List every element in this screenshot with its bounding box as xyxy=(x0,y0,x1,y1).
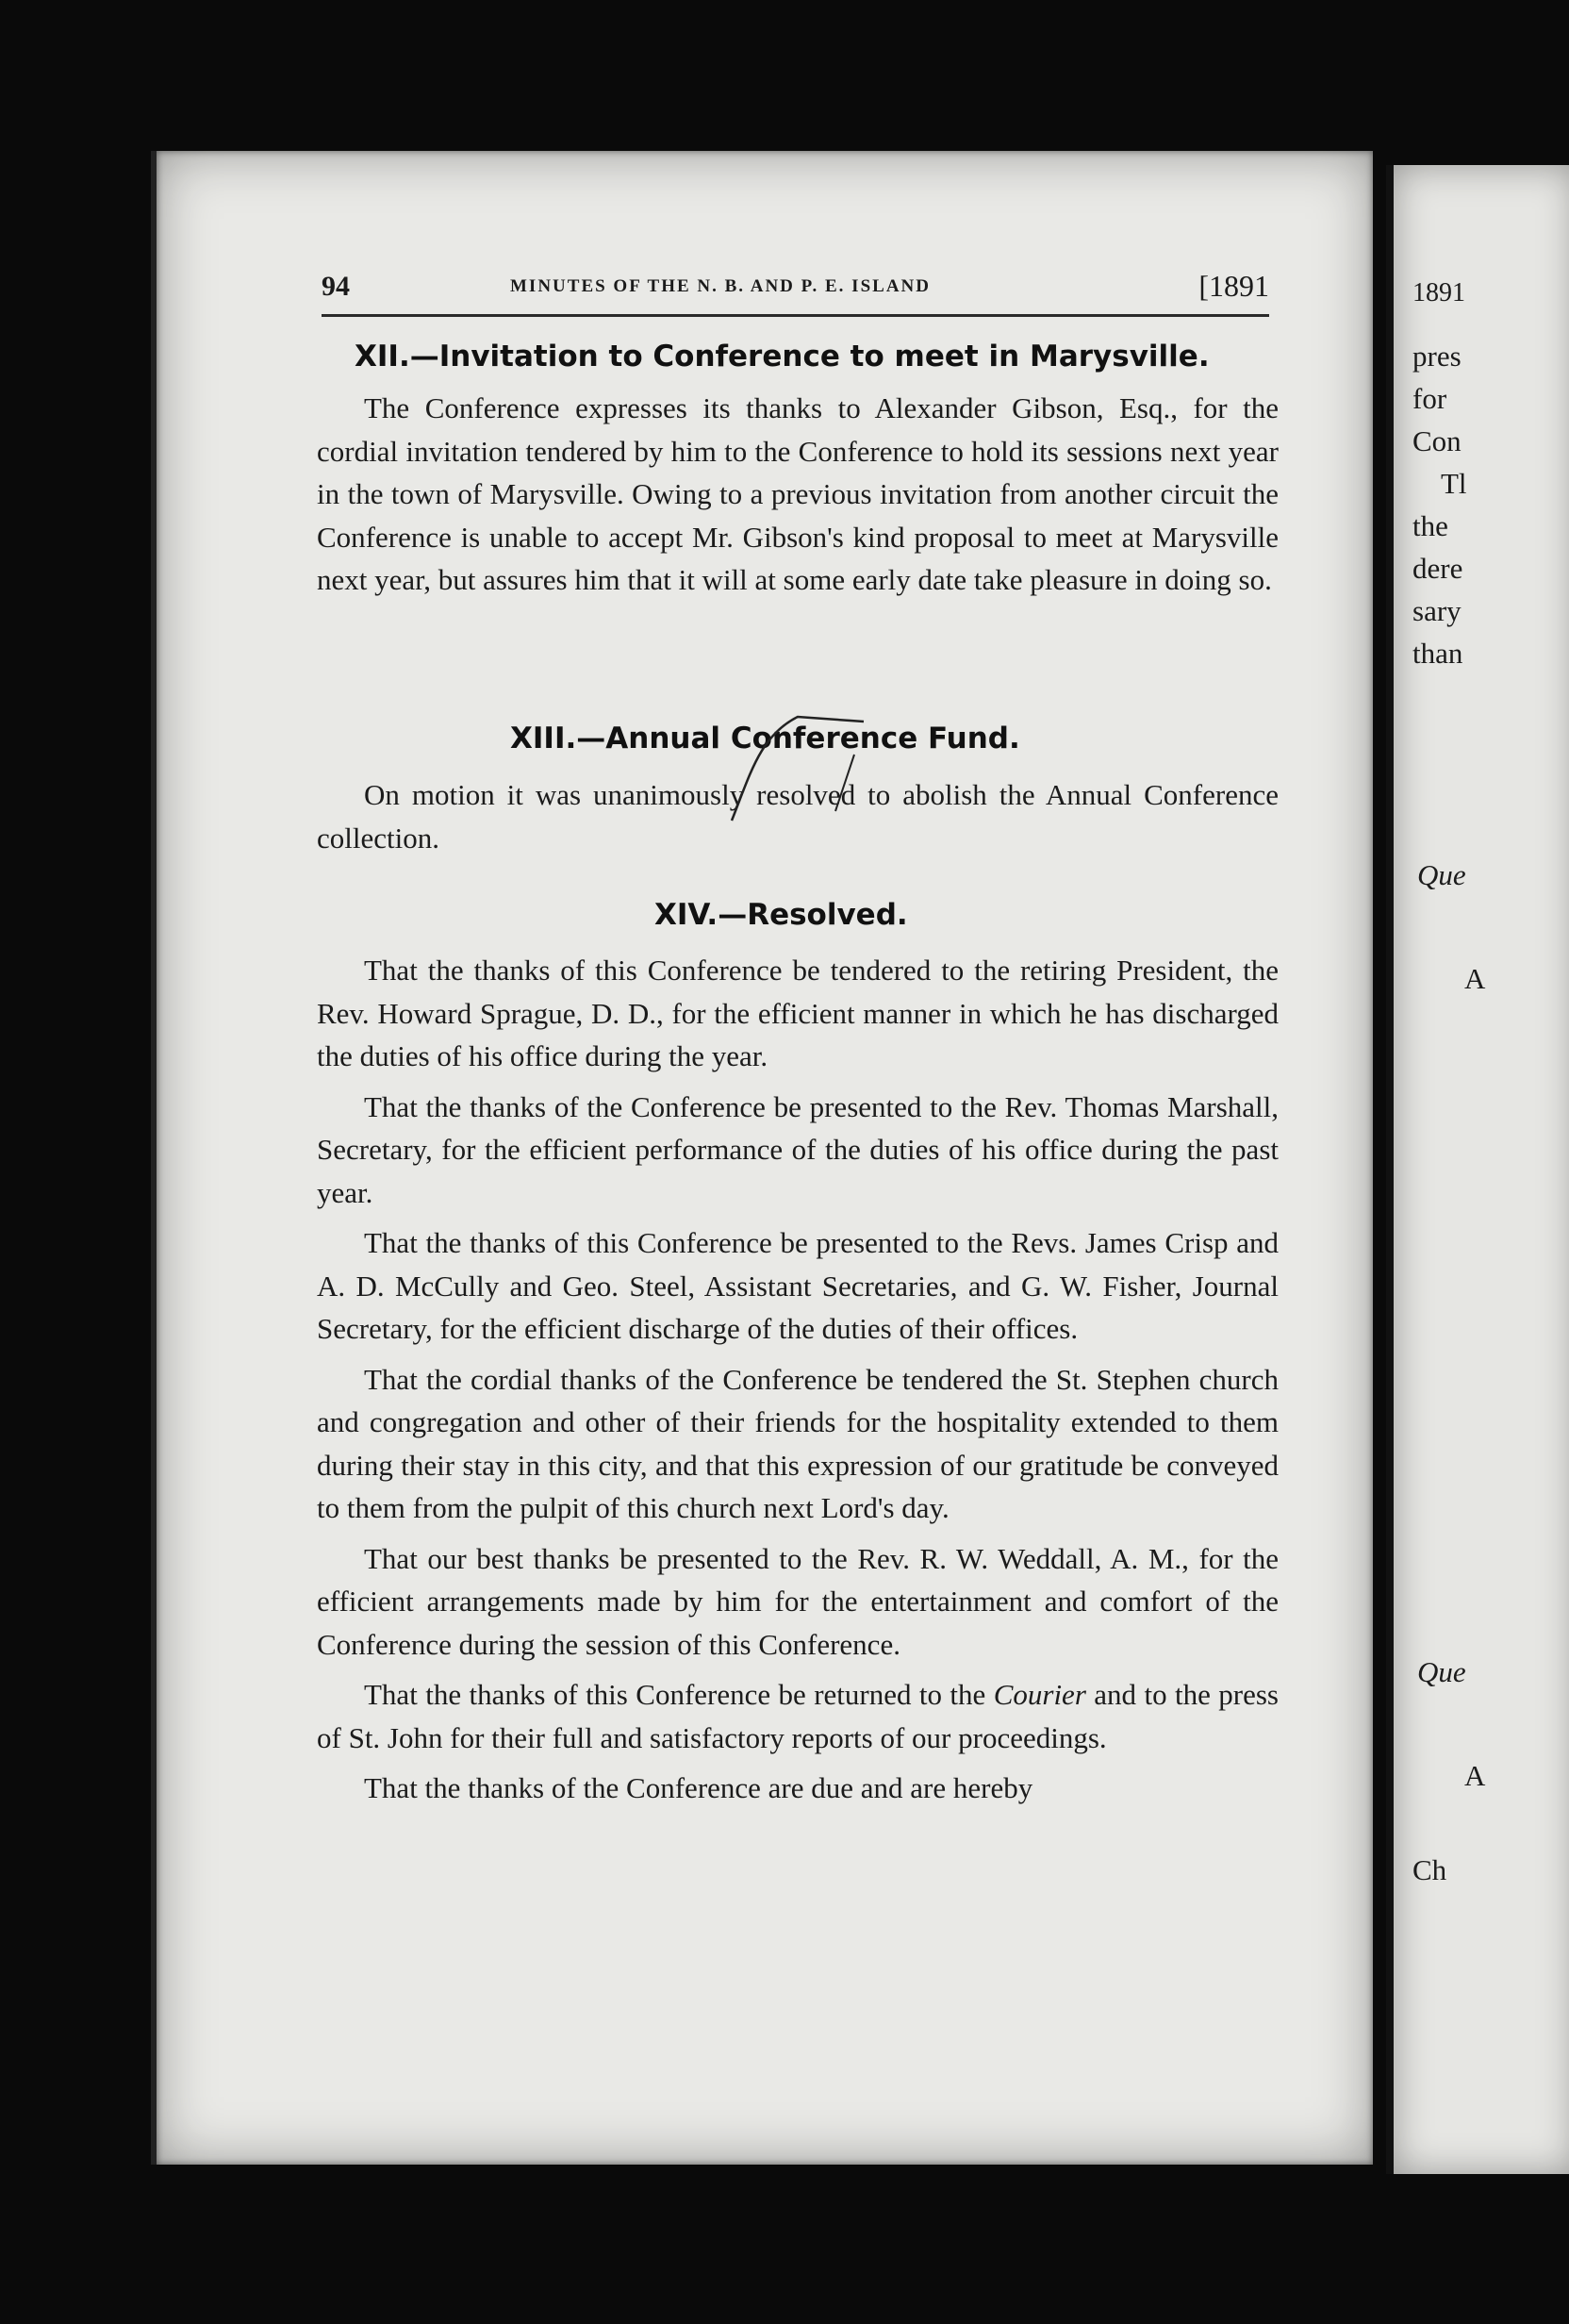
right-page-fragment: sary xyxy=(1412,594,1462,627)
left-page xyxy=(151,151,1373,2165)
paragraph: On motion it was unanimously resolved to abolish the Annual Conference collection. xyxy=(317,778,1279,855)
right-page-fragment: A xyxy=(1464,962,1486,995)
right-page-fragment: Que xyxy=(1417,858,1466,891)
page-number: 94 xyxy=(322,271,350,302)
section-heading-xiv: XIV.—Resolved. xyxy=(654,898,908,932)
text-run: That the thanks of this Conference be returned to the xyxy=(364,1678,994,1711)
right-page-fragment: for xyxy=(1412,382,1447,415)
paragraph: That the thanks of this Conference be presented to the Revs. James Crisp and A. D. McCully and Geo. Steel, Assistant Secretaries, and G. W. Fisher, Journal Secretary, for the efficient discharge of the duties of their offices. xyxy=(317,1226,1279,1345)
paragraph: That our best thanks be presented to the Rev. R. W. Weddall, A. M., for the efficient arrangements made by him for the entertainment and comfort of the Conference during the session of this Conference. xyxy=(317,1541,1279,1661)
newspaper-name: Courier xyxy=(993,1678,1086,1711)
paragraph-courier xyxy=(317,1673,1279,1759)
right-page-fragment: A xyxy=(1464,1759,1486,1792)
section-body-xiv xyxy=(317,949,1279,1810)
right-page-fragment: pres xyxy=(1412,340,1462,373)
paragraph: The Conference expresses its thanks to Alexander Gibson, Esq., for the cordial invitation tendered by him to the Conference to hold its sessions next year in the town of Marysville. Owing to a previous invitation from another circuit the Conference is unable to accept Mr. Gibson's kind proposal to meet at Marysville next year, but assures him that it will at some early date take pleasure in doing so. xyxy=(317,391,1279,596)
right-page-fragment: than xyxy=(1412,637,1463,670)
running-title: MINUTES OF THE N. B. AND P. E. ISLAND xyxy=(510,276,931,296)
section-heading-xii: XII.—Invitation to Conference to meet in Marysville. xyxy=(355,340,1210,374)
right-page-fragment: the xyxy=(1412,509,1448,542)
paragraph: That the thanks of the Conference are due and are hereby xyxy=(364,1771,1033,1804)
right-page-fragment: Con xyxy=(1412,424,1462,457)
right-page-fragment: 1891 xyxy=(1412,278,1465,307)
right-page-fragment: dere xyxy=(1412,552,1463,585)
right-page xyxy=(1386,165,1569,2174)
right-page-fragment: Tl xyxy=(1441,467,1467,500)
section-body-xii xyxy=(317,387,1279,602)
text-run: and to the press of St. John for their full and satisfactory reports of our proceedings. xyxy=(317,1678,1279,1754)
right-page-fragment: Ch xyxy=(1412,1853,1447,1886)
pen-mark xyxy=(694,698,883,830)
paragraph: That the thanks of the Conference be presented to the Rev. Thomas Marshall, Secretary, for the efficient performance of the duties of his office during the past year. xyxy=(317,1089,1279,1209)
right-page-fragment: Que xyxy=(1417,1655,1466,1688)
section-heading-xiii: XIII.—Annual Conference Fund. xyxy=(510,722,1020,755)
paragraph: That the cordial thanks of the Conference be tendered the St. Stephen church and congregation and other of their friends for the hospitality extended to them during their stay in this city, and that this expression of our gratitude be conveyed to them from the pulpit of this church next Lord's day. xyxy=(317,1362,1279,1524)
header-year: [1891 xyxy=(1198,269,1269,303)
running-header xyxy=(322,271,1269,317)
paragraph: That the thanks of this Conference be tendered to the retiring President, the Rev. Howard Sprague, D. D., for the efficient manner in which he has discharged the duties of his office during the year. xyxy=(317,954,1279,1072)
